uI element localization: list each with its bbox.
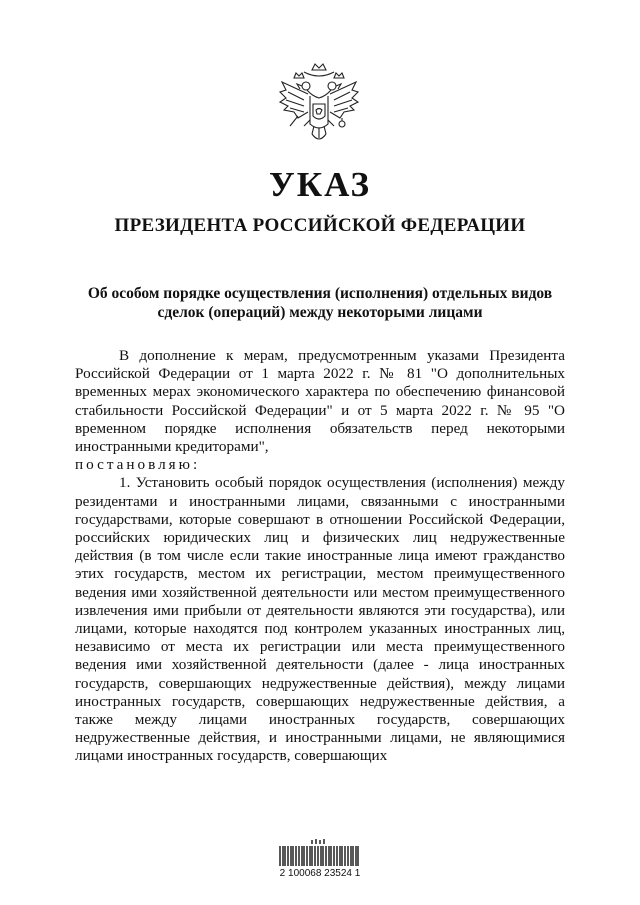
decree-heading: Об особом порядке осуществления (исполнения) отдельных видов сделок (операций) между некоторыми лицами	[87, 285, 553, 321]
decree-body	[75, 347, 565, 766]
decree-word-paragraph	[75, 456, 565, 474]
barcode-number: 2 100068 23524 1	[279, 868, 361, 879]
item-1-paragraph: 1. Установить особый порядок осуществления (исполнения) между резидентами и иностранными лицами, связанными с иностранными государствами, которые совершают в отношении Российской Федерации, российских юридических лиц и физических лиц недружественные действия (в том числе если такие иностранные лица имеют гражданство этих государств, местом их регистрации, местом преимущественного ведения ими хозяйственной деятельности или местом преимущественного извлечения ими прибыли от деятельности являются эти государства), или лицами, которые находятся под контролем указанных иностранных лиц, независимо от места их регистрации или места преимущественного ведения ими хозяйственной деятельности (далее - лица иностранных государств, совершающих недружественные действия), между лицами иностранных государств, совершающих недружественные действия, а также между лицами иностранных государств, совершающих недружественные действия, и иностранными лицами, не являющимися лицами иностранных государств, совершающих	[75, 474, 565, 765]
decree-word: постановляю:	[75, 456, 201, 474]
document-title: УКАЗ	[269, 165, 371, 204]
document-subtitle: ПРЕЗИДЕНТА РОССИЙСКОЙ ФЕДЕРАЦИИ	[114, 215, 526, 236]
preamble-paragraph: В дополнение к мерам, предусмотренным указами Президента Российской Федерации от 1 марта 2022 г. № 81 "О дополнительных временных мерах экономического характера по обеспечению финансовой стабильности Российской Федерации" и от 5 марта 2022 г. № 95 "О временном порядке исполнения обязательств перед некоторыми иностранными кредиторами",	[75, 347, 565, 456]
coat-of-arms-icon	[276, 60, 362, 152]
